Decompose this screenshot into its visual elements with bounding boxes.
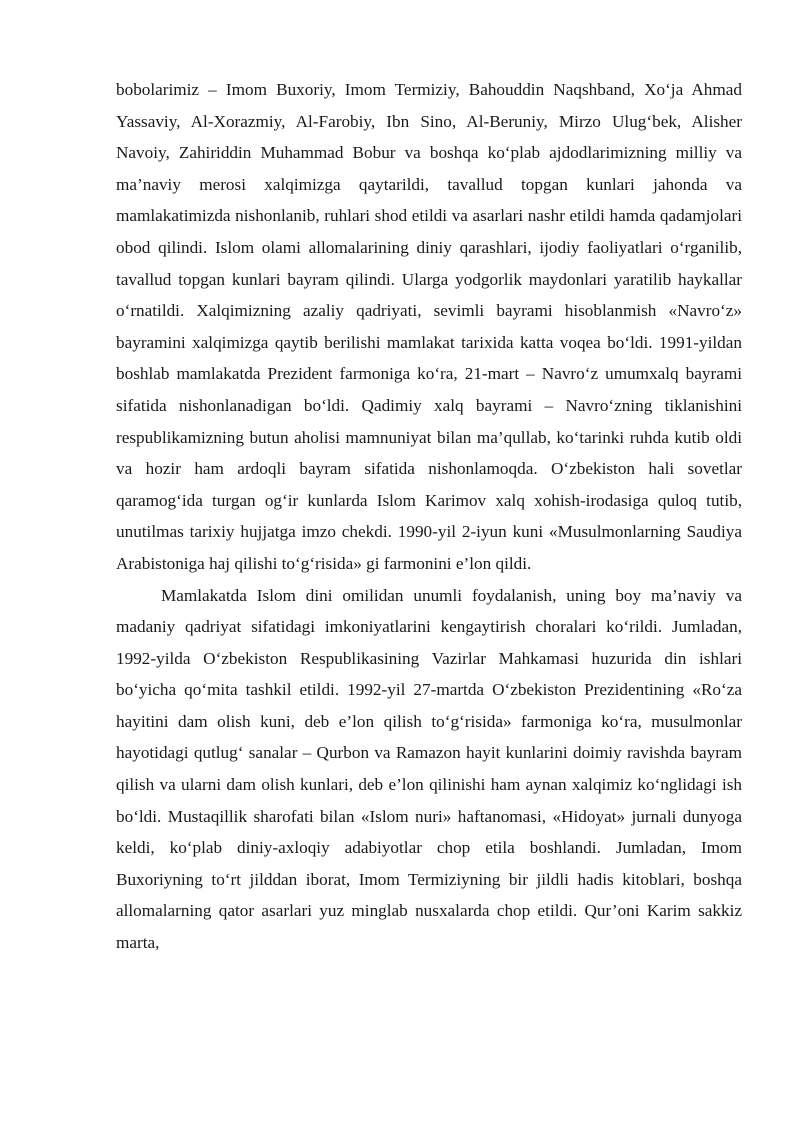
document-page [116, 74, 742, 959]
paragraph: Mamlakatda Islom dini omilidan unumli foydalanish, uning boy ma’naviy va madaniy qadriyat sifatidagi imkoniyatlarini kengaytirish choralari ko‘rildi. Jumladan, 1992-yilda O‘zbekiston Respublikasining Vazirlar Mahkamasi huzurida din ishlari bo‘yicha qo‘mita tashkil etildi. 1992-yil 27-martda O‘zbekiston Prezidentining «Ro‘za hayitini dam olish kuni, deb e’lon qilish to‘g‘risida» farmoniga ko‘ra, musulmonlar hayotidagi qutlug‘ sanalar – Qurbon va Ramazon hayit kunlarini doimiy ravishda bayram qilish va ularni dam olish kunlari, deb e’lon qilinishi ham aynan xalqimiz ko‘nglidagi ish bo‘ldi. Mustaqillik sharofati bilan «Islom nuri» haftanomasi, «Hidoyat» jurnali dunyoga keldi, ko‘plab diniy-axloqiy adabiyotlar chop etila boshlandi. Jumladan, Imom Buxoriyning to‘rt jilddan iborat, Imom Termiziyning bir jildli hadis kitoblari, boshqa allomalarning qator asarlari yuz minglab nusxalarda chop etildi. Qur’oni Karim sakkiz marta, [116, 585, 742, 953]
paragraph-continued: bobolarimiz – Imom Buxoriy, Imom Termiziy, Bahouddin Naqshband, Xo‘ja Ahmad Yassaviy, Al-Xorazmiy, Al-Farobiy, Ibn Sino, Al-Beruniy, Mirzo Ulug‘bek, Alisher Navoiy, Zahiriddin Muhammad Bobur va boshqa ko‘plab ajdodlarimizning milliy va ma’naviy merosi xalqimizga qaytarildi, tavallud topgan kunlari jahonda va mamlakatimizda nishonlanib, ruhlari shod etildi va asarlari nashr etildi hamda qadamjolari obod qilindi. Islom olami allomalarining diniy qarashlari, ijodiy faoliyatlari o‘rganilib, tavallud topgan kunlari bayram qilindi. Ularga yodgorlik maydonlari yaratilib haykallar o‘rnatildi. Xalqimizning azaliy qadriyati, sevimli bayrami hisoblanmish «Navro‘z» bayramini xalqimizga qaytib berilishi mamlakat tarixida katta voqea bo‘ldi. 1991-yildan boshlab mamlakatda Prezident farmoniga ko‘ra, 21-mart – Navro‘z umumxalq bayrami sifatida nishonlanadigan bo‘ldi. Qadimiy xalq bayrami – Navro‘zning tiklanishini respublikamizning butun aholisi mamnuniyat bilan ma’qullab, ko‘tarinki ruhda kutib oldi va hozir ham ardoqli bayram sifatida nishonlamoqda. O‘zbekiston hali sovetlar qaramog‘ida turgan og‘ir kunlarda Islom Karimov xalq xohish-irodasiga quloq tutib, unutilmas tarixiy hujjatga imzo chekdi. 1990-yil 2-iyun kuni «Musulmonlarning Saudiya Arabistoniga haj qilishi to‘g‘risida» gi farmonini e’lon qildi. [116, 80, 742, 573]
